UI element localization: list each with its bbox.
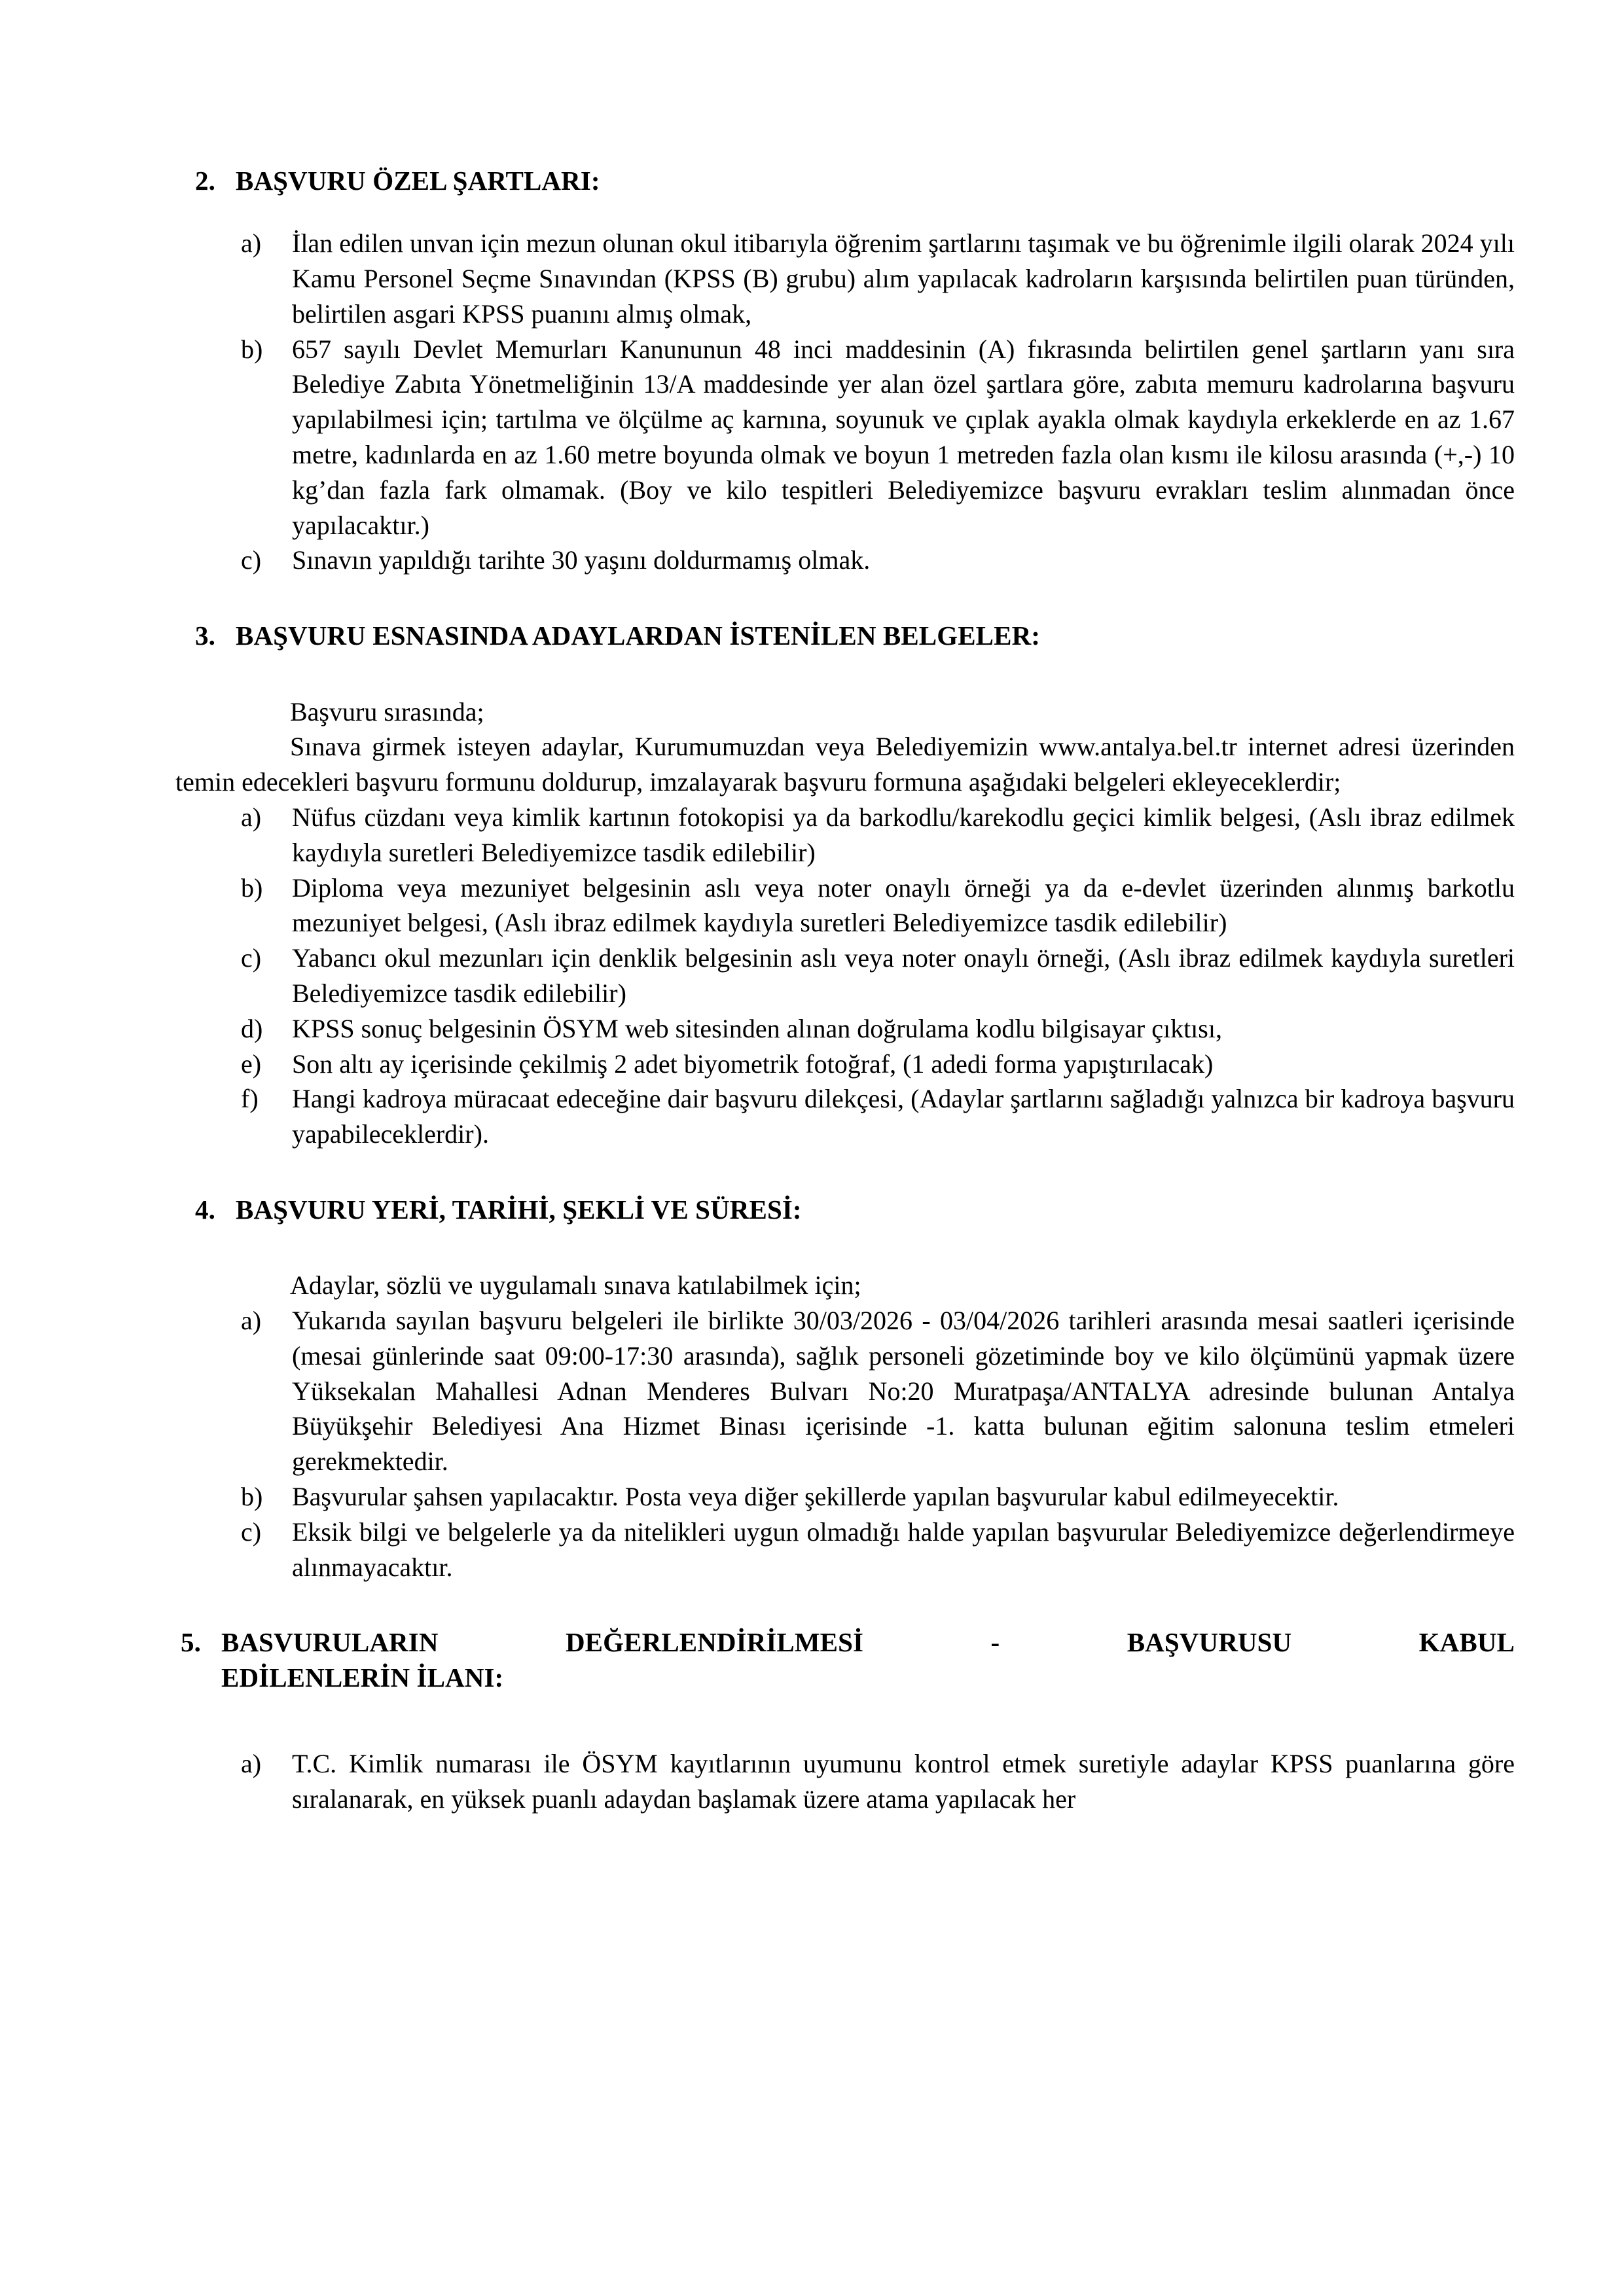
list-item-text: T.C. Kimlik numarası ile ÖSYM kayıtlarının uyumunu kontrol etmek suretiyle adaylar KPSS puanlarına göre sıralanarak, en yüksek puanlı adaydan başlamak üzere atama yapılacak her xyxy=(292,1748,1515,1814)
section-heading-2 xyxy=(195,164,1515,198)
spacer xyxy=(175,1585,1515,1625)
list-item xyxy=(241,941,1515,1011)
list-marker: b) xyxy=(241,872,263,903)
list-marker: a) xyxy=(241,228,262,259)
document-content xyxy=(175,164,1515,1817)
list-item-text: Başvurular şahsen yapılacaktır. Posta veya diğer şekillerde yapılan başvurular kabul edilmeyecektir. xyxy=(292,1482,1339,1511)
spacer xyxy=(175,578,1515,619)
list-item-text: İlan edilen unvan için mezun olunan okul itibarıyla öğrenim şartlarını taşımak ve bu öğrenimle ilgili olarak 2024 yılı Kamu Personel Seçme Sınavından (KPSS (B) grubu) alım yapılacak kadroların karşısında belirtilen puan türünden, belirtilen asgari KPSS puanını almış olmak, xyxy=(292,228,1515,329)
spacer xyxy=(175,654,1515,694)
section-heading-4 xyxy=(195,1193,1515,1227)
section-3-intro-2: Sınava girmek isteyen adaylar, Kurumumuzdan veya Belediyemizin www.antalya.bel.tr internet adresi üzerinden temin edecekleri başvuru formunu doldurup, imzalayarak başvuru formuna aşağıdaki belgeleri ekleyeceklerdir; xyxy=(175,732,1515,797)
list-item xyxy=(241,1303,1515,1479)
spacer xyxy=(175,1152,1515,1193)
spacer xyxy=(175,198,1515,226)
section-title-3: BAŞVURU ESNASINDA ADAYLARDAN İSTENİLEN BELGELER: xyxy=(236,620,1041,651)
list-marker: a) xyxy=(241,1748,262,1778)
section-number-4: 4. xyxy=(195,1194,215,1225)
section-heading-3 xyxy=(195,619,1515,653)
section-title-5 xyxy=(221,1625,1515,1695)
list-item-text: 657 sayılı Devlet Memurları Kanununun 48 inci maddesinin (A) fıkrasında belirtilen genel şartların yanı sıra Belediye Zabıta Yönetmeliğinin 13/A maddesinde yer alan özel şartlara göre, zabıta memuru kadrolarına başvuru yapılabilmesi için; tartılma ve ölçülme aç karnına, soyunuk ve çıplak ayakla olmak kaydıyla erkeklerde en az 1.67 metre, kadınlarda en az 1.60 metre boyunda olmak ve boyun 1 metreden fazla olan kısmı ile kilosu arasında (+,-) 10 kg’dan fazla fark olmamak. (Boy ve kilo tespitleri Belediyemizce başvuru evrakları teslim alınmadan önce yapılacaktır.) xyxy=(292,334,1515,540)
list-marker: b) xyxy=(241,334,263,364)
list-item-text: Son altı ay içerisinde çekilmiş 2 adet biyometrik fotoğraf, (1 adedi forma yapıştırılacak) xyxy=(292,1049,1214,1079)
list-item-text: Sınavın yapıldığı tarihte 30 yaşını doldurmamış olmak. xyxy=(292,545,871,575)
list-item xyxy=(241,1746,1515,1817)
section-3-intro-1: Başvuru sırasında; xyxy=(290,696,484,726)
list-item xyxy=(241,800,1515,870)
list-marker: f) xyxy=(241,1084,259,1114)
list-item xyxy=(241,1515,1515,1585)
list-item xyxy=(241,1479,1515,1515)
list-item xyxy=(241,543,1515,578)
list-marker: e) xyxy=(241,1049,262,1079)
section-5-list xyxy=(241,1746,1515,1817)
list-marker: c) xyxy=(241,943,262,973)
section-3-list xyxy=(241,800,1515,1152)
list-item xyxy=(241,332,1515,543)
section-title-5-line1: BASVURULARIN DEĞERLENDİRİLMESİ - BAŞVURUSU KABUL xyxy=(221,1627,1515,1658)
section-title-5-line2: EDİLENLERİN İLANI: xyxy=(221,1662,504,1693)
section-4-intro-1: Adaylar, sözlü ve uygulamalı sınava katılabilmek için; xyxy=(290,1270,861,1300)
list-item xyxy=(241,1047,1515,1082)
list-item-text: KPSS sonuç belgesinin ÖSYM web sitesinden alınan doğrulama kodlu bilgisayar çıktısı, xyxy=(292,1013,1222,1043)
section-number-3: 3. xyxy=(195,620,215,651)
section-title-4: BAŞVURU YERİ, TARİHİ, ŞEKLİ VE SÜRESİ: xyxy=(236,1194,802,1225)
section-number-5: 5. xyxy=(181,1627,201,1658)
section-number-2: 2. xyxy=(195,166,215,196)
list-item-text: Yukarıda sayılan başvuru belgeleri ile birlikte 30/03/2026 - 03/04/2026 tarihleri arasında mesai saatleri içerisinde (mesai günlerinde saat 09:00-17:30 arasında), sağlık personeli gözetiminde boy ve kilo ölçümünü yapmak üzere Yüksekalan Mahallesi Adnan Menderes Bulvarı No:20 Muratpaşa/ANTALYA adresinde bulunan Antalya Büyükşehir Belediyesi Ana Hizmet Binası içerisinde -1. katta bulunan eğitim salonuna teslim etmeleri gerekmektedir. xyxy=(292,1306,1515,1477)
list-item-text: Diploma veya mezuniyet belgesinin aslı veya noter onaylı örneği ya da e-devlet üzerinden alınmış barkotlu mezuniyet belgesi, (Aslı ibraz edilmek kaydıyla suretleri Belediyemizce tasdik edilebilir) xyxy=(292,872,1515,938)
list-item-text: Yabancı okul mezunları için denklik belgesinin aslı veya noter onaylı örneği, (Aslı ibraz edilmek kaydıyla suretleri Belediyemizce tasdik edilebilir) xyxy=(292,943,1515,1008)
section-2-list xyxy=(241,226,1515,578)
list-marker: a) xyxy=(241,802,262,832)
list-item xyxy=(241,1011,1515,1047)
list-marker: b) xyxy=(241,1482,263,1511)
list-item-text: Eksik bilgi ve belgelerle ya da nitelikleri uygun olmadığı halde yapılan başvurular Belediyemizce değerlendirmeye alınmayacaktır. xyxy=(292,1516,1515,1582)
spacer xyxy=(175,1695,1515,1746)
section-title-2: BAŞVURU ÖZEL ŞARTLARI: xyxy=(236,166,600,196)
list-marker: d) xyxy=(241,1013,263,1043)
list-marker: a) xyxy=(241,1306,262,1336)
list-item xyxy=(241,226,1515,331)
section-heading-5 xyxy=(181,1625,1515,1695)
list-item-text: Hangi kadroya müracaat edeceğine dair başvuru dilekçesi, (Adaylar şartlarını sağladığı yalnızca bir kadroya başvuru yapabileceklerdir). xyxy=(292,1084,1515,1149)
list-item xyxy=(241,1081,1515,1152)
list-marker: c) xyxy=(241,1516,262,1547)
section-4-list xyxy=(241,1303,1515,1585)
list-item xyxy=(241,870,1515,941)
list-marker: c) xyxy=(241,545,262,575)
list-item-text: Nüfus cüzdanı veya kimlik kartının fotokopisi ya da barkodlu/karekodlu geçici kimlik belgesi, (Aslı ibraz edilmek kaydıyla suretleri Belediyemizce tasdik edilebilir) xyxy=(292,802,1515,867)
spacer xyxy=(175,1227,1515,1268)
